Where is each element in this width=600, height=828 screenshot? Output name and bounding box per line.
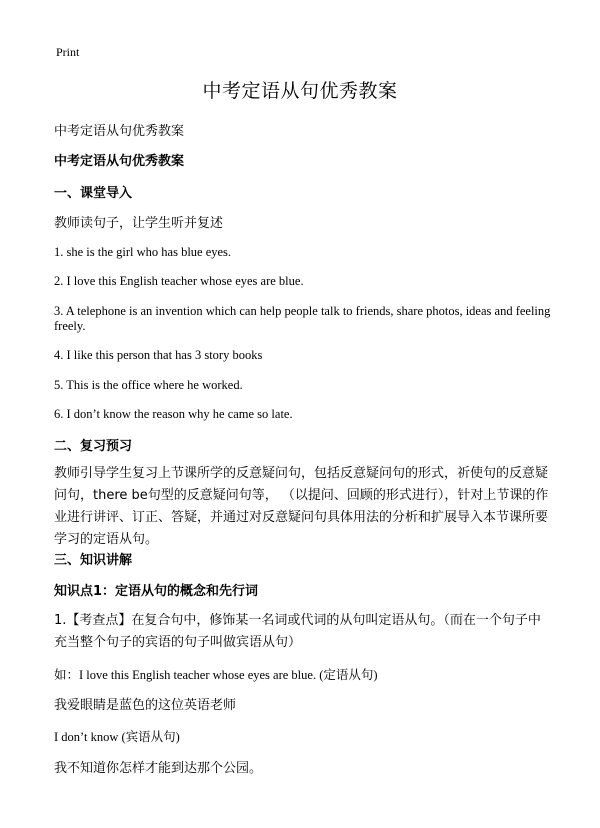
print-label[interactable]: Print <box>56 45 80 59</box>
example-attributive-translation: 我爱眼睛是蓝色的这位英语老师 <box>54 698 237 713</box>
section-heading-review: 二、复习预习 <box>54 439 133 454</box>
example-sentence: 5. This is the office where he worked. <box>54 378 243 392</box>
example-object-clause: I don’t know (宾语从句) <box>54 730 180 744</box>
review-paragraph: 教师引导学生复习上节课所学的反意疑问句，包括反意疑问句的形式，祈使句的反意疑问句，there be句型的反意疑问句等， （以提问、回顾的形式进行），针对上节课的作业进行讲评、订正、答疑，并通过对反意疑问句具体用法的分析和扩展导入本节课所要学习的定语从句。 <box>54 466 549 547</box>
example-sentence: 2. I love this English teacher whose eyes are blue. <box>54 274 304 288</box>
knowledge-point-text: 1.【考查点】在复合句中，修饰某一名词或代词的从句叫定语从句。（而在一个句子中充当整个句子的宾语的句子叫做宾语从句） <box>54 613 541 650</box>
example-object-clause-translation: 我不知道你怎样才能到达那个公园。 <box>54 761 263 776</box>
section-intro-text: 教师读句子，让学生听并复述 <box>54 216 224 231</box>
page-title: 中考定语从句优秀教案 <box>202 80 398 102</box>
example-sentence: 4. I like this person that has 3 story books <box>54 348 263 362</box>
knowledge-point-heading: 知识点1：定语从句的概念和先行词 <box>54 584 259 599</box>
section-heading-knowledge: 三、知识讲解 <box>54 553 133 568</box>
example-sentence: 6. I don’t know the reason why he came so late. <box>54 407 293 421</box>
example-attributive: 如：I love this English teacher whose eyes are blue. (定语从句) <box>54 668 378 682</box>
example-sentence: 3. A telephone is an invention which can help people talk to friends, share photos, ideas and feeling freely. <box>54 304 551 333</box>
section-heading-intro: 一、课堂导入 <box>54 186 133 201</box>
document-heading: 中考定语从句优秀教案 <box>54 154 185 169</box>
document-subtitle: 中考定语从句优秀教案 <box>54 124 185 139</box>
example-sentence: 1. she is the girl who has blue eyes. <box>54 245 232 259</box>
